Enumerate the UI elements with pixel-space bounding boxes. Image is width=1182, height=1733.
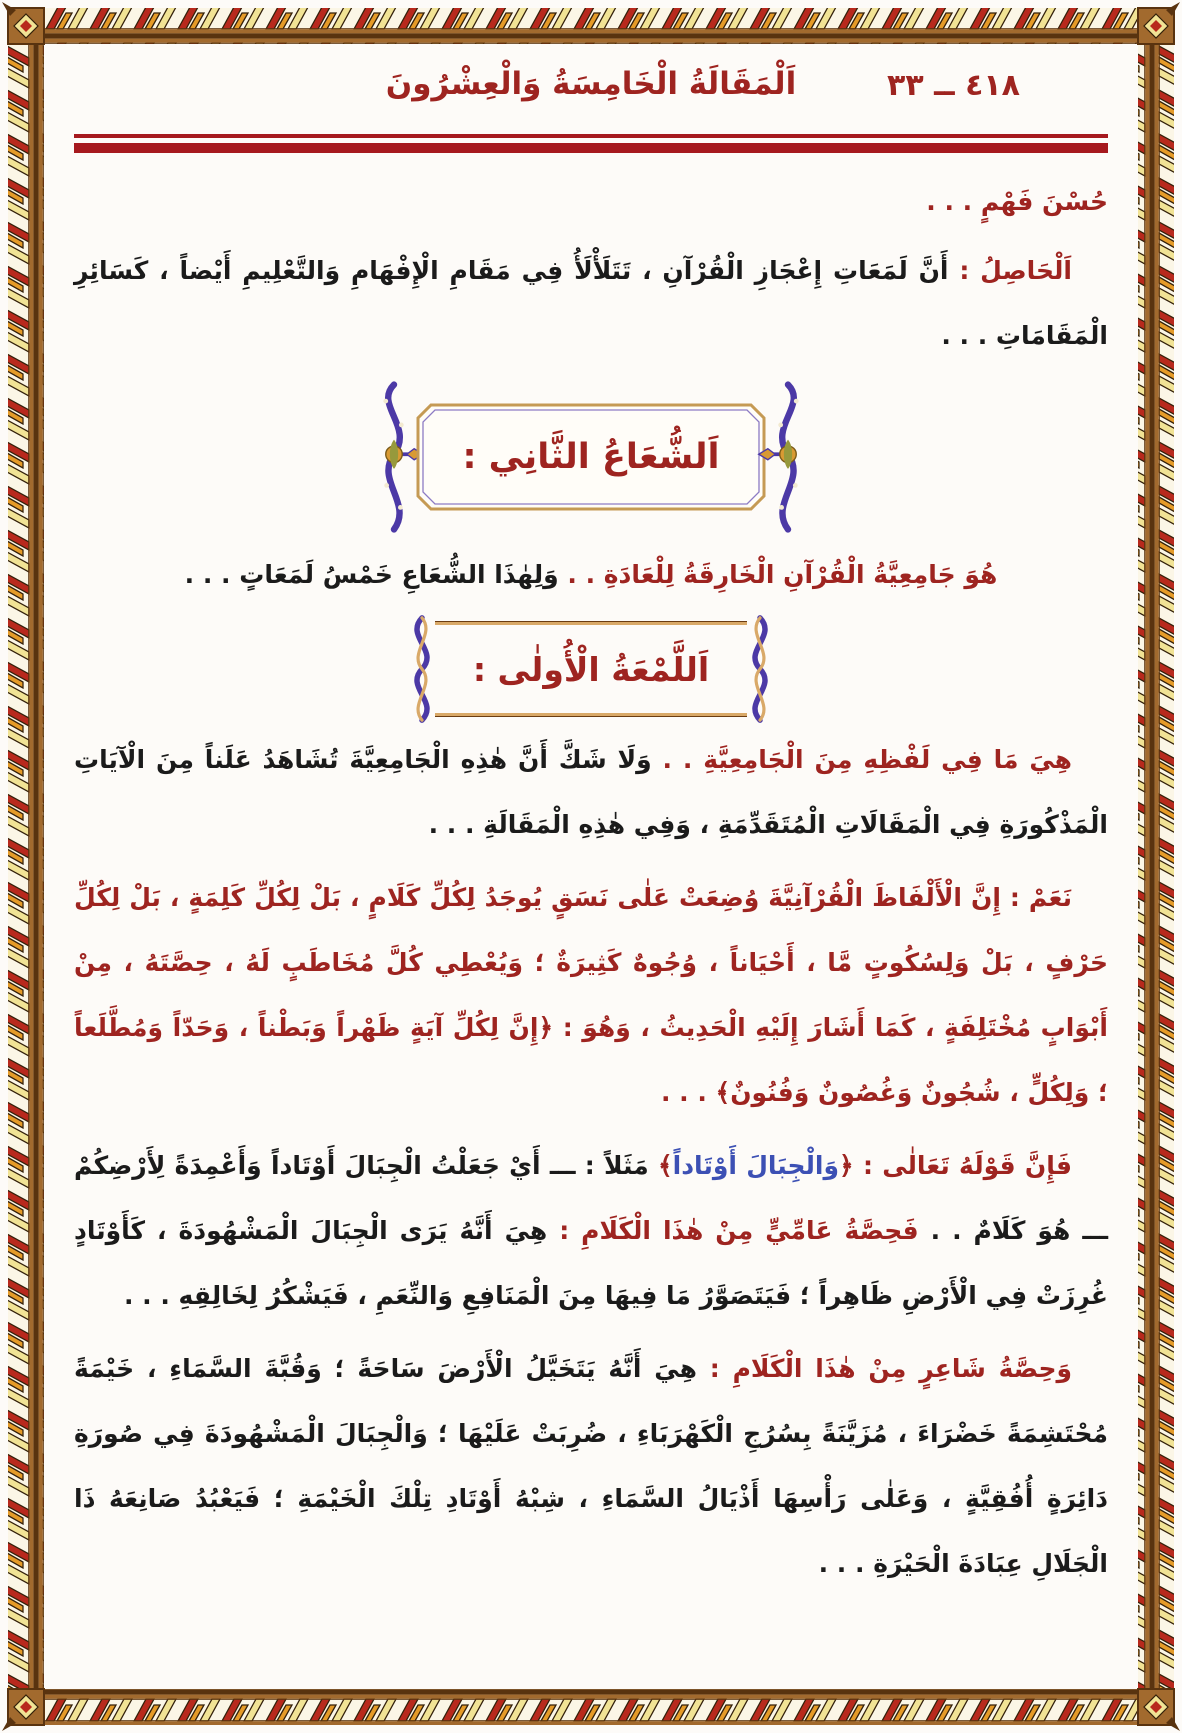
quran-verse: وَالْجِبَالَ أَوْتَاداً [672,1151,840,1180]
ray-heading: اَلشُّعَاعُ الثَّانِي : [462,437,720,477]
page-header [74,64,1108,124]
hasil-lead: اَلْحَاصِلُ : [948,256,1072,285]
rule-thin-line [74,134,1108,138]
section-cartouche-flash1 [74,613,1108,725]
verse-explanation: مَثَلاً : ـــ أَيْ جَعَلْتُ الْجِبَالَ أَوْتَاداً وَأَعْمِدَةً لِأَرْضِكُمْ ـــ هُوَ كَلَامٌ . . [74,1151,1108,1245]
floral-vine-ornament-icon [755,378,821,536]
cartouche-frame [415,402,767,512]
hissa-lead: فَحِصَّةُ عَامِّيٍّ مِنْ هٰذَا الْكَلَامِ : [547,1216,919,1245]
page-content [44,44,1138,1689]
hissa-body: هِيَ أَنَّهُ يَرَى الْجِبَالَ الْمَشْهُودَةَ ، كَأَوْتَادٍ غُرِزَتْ فِي الْأَرْضِ ظَاهِراً ؛ فَيَتَصَوَّرُ مَا فِيهَا مِنَ الْمَنَافِعِ وَالنِّعَمِ ، فَيَشْكُرُ لِخَالِقِهِ . . . [74,1216,1108,1310]
curl-ornament-icon [739,613,781,725]
paragraph-flash-intro [74,727,1108,857]
flash-intro-black: وَلَا شَكَّ أَنَّ هٰذِهِ الْجَامِعِيَّةَ تُشَاهَدُ عَلَناً مِنَ الْآيَاتِ الْمَذْكُورَةِ فِي الْمَقَالَاتِ الْمُتَقَدِّمَةِ ، وَفِي هٰذِهِ الْمَقَالَةِ . . . [74,745,1108,839]
flash-heading: اَللَّمْعَةُ الْأُولٰى : [472,649,710,689]
poet-body: هِيَ أَنَّهُ يَتَخَيَّلُ الْأَرْضَ سَاحَةً ؛ وَقُبَّةَ السَّمَاءِ ، خَيْمَةً مُحْتَشِمَةً خَضْرَاءَ ، مُزَيَّنَةً بِسُرُجِ الْكَهْرَبَاءِ ، ضُرِبَتْ عَلَيْهَا ؛ وَالْجِبَالَ الْمَشْهُودَةَ فِي صُورَةِ دَائِرَةٍ أُفُقِيَّةٍ ، وَعَلٰى رَأْسِهَا أَذْيَالُ السَّمَاءِ ، شِبْهُ أَوْتَادِ تِلْكَ الْخَيْمَةِ ؛ فَيَعْبُدُ صَانِعَهُ ذَا الْجَلَالِ عِبَادَةَ الْحَيْرَةِ . . . [74,1354,1108,1578]
hasil-body: أَنَّ لَمَعَاتِ إِعْجَازِ الْقُرْآنِ ، تَتَلَأْلَأُ فِي مَقَامِ الْإِفْهَامِ وَالتَّعْلِيمِ أَيْضاً ، كَسَائِرِ الْمَقَامَاتِ . . . [74,256,1108,350]
paragraph-verse [74,1133,1108,1328]
ray-intro-line [74,542,1108,607]
ornate-close-bracket: ﴾ [658,1151,673,1180]
chapter-title: اَلْمَقَالَةُ الْخَامِسَةُ وَالْعِشْرُونَ [385,66,797,102]
verse-lead: فَإِنَّ قَوْلَهُ تَعَالٰى : [853,1151,1072,1180]
ornate-open-bracket: ﴿ [839,1151,854,1180]
paragraph-naam: نَعَمْ : إِنَّ الْأَلْفَاظَ الْقُرْآنِيَّةَ وُضِعَتْ عَلٰى نَسَقٍ يُوجَدُ لِكُلِّ كَلَامٍ ، بَلْ لِكُلِّ كَلِمَةٍ ، بَلْ لِكُلِّ حَرْفٍ ، بَلْ وَلِسُكُوتٍ مَّا ، أَحْيَاناً ، وُجُوهٌ كَثِيرَةٌ ؛ وَيُعْطِي كُلَّ مُخَاطَبٍ لَهُ ، حِصَّتَهُ ، مِنْ أَبْوَابٍ مُخْتَلِفَةٍ ، كَمَا أَشَارَ إِلَيْهِ الْحَدِيثُ ، وَهُوَ : ﴿إِنَّ لِكُلِّ آيَةٍ ظَهْراً وَبَطْناً ، وَحَدّاً وَمُطَّلَعاً ؛ وَلِكُلٍّ ، شُجُونٌ وَغُصُونٌ وَفُنُونٌ﴾ . . . [74,883,1108,1107]
flash-intro-red: هِيَ مَا فِي لَفْظِهِ مِنَ الْجَامِعِيَّةِ . . [651,745,1073,774]
ray-intro-red: هُوَ جَامِعِيَّةُ الْقُرْآنِ الْخَارِقَةُ لِلْعَادَةِ . . [558,560,998,589]
section-cartouche-ray2 [74,378,1108,536]
page-number: ٤١٨ ــ ٣٣ [887,68,1020,103]
paragraph-poet [74,1336,1108,1596]
paragraph-hasil [74,238,1108,368]
opening-fragment: حُسْنَ فَهْمٍ . . . [926,187,1108,216]
poet-lead: وَحِصَّةُ شَاعِرٍ مِنْ هٰذَا الْكَلَامِ : [696,1354,1073,1383]
ray-intro-black: وَلِهٰذَا الشُّعَاعِ خَمْسُ لَمَعَاتٍ . . . [184,560,559,589]
cartouche-frame [435,622,747,716]
header-double-rule [74,134,1108,153]
rule-thick-line [74,143,1108,153]
